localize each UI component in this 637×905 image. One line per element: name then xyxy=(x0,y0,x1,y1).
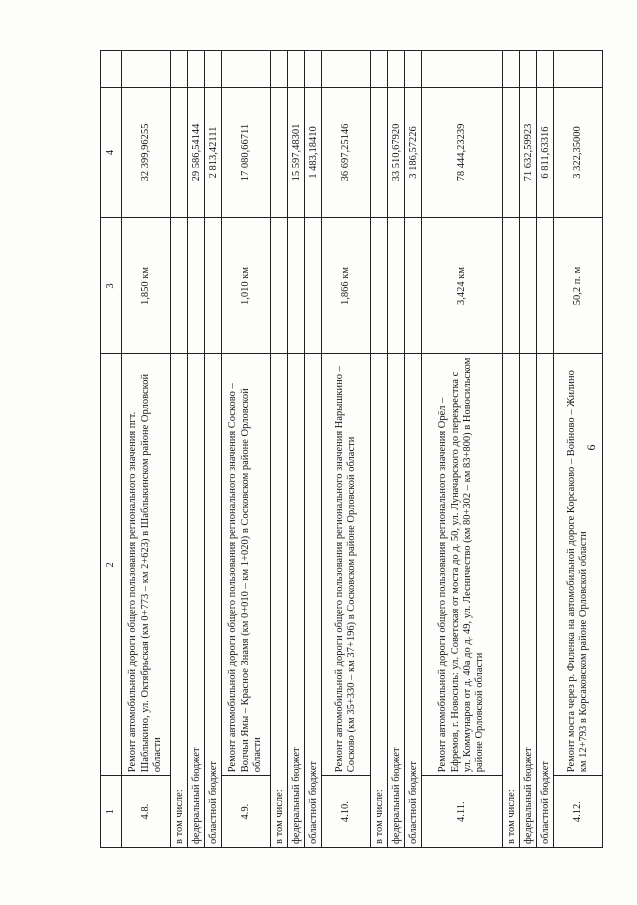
rotated-table-container xyxy=(100,50,589,848)
empty-cell xyxy=(520,218,537,354)
federal-amount: 29 586,54144 xyxy=(188,87,205,218)
empty-cell xyxy=(554,51,603,88)
row-amount: 17 080,66711 xyxy=(222,87,271,218)
header-row xyxy=(101,51,122,848)
header-cell-3: 3 xyxy=(101,218,122,354)
empty-cell xyxy=(271,51,288,88)
empty-cell xyxy=(503,218,520,354)
federal-label: федеральный бюджет xyxy=(388,354,405,848)
row-amount: 3 322,35000 xyxy=(554,87,603,218)
empty-cell xyxy=(188,218,205,354)
table-row xyxy=(222,51,271,848)
regional-label: областной бюджет xyxy=(537,354,554,848)
empty-cell xyxy=(520,51,537,88)
empty-cell xyxy=(205,51,222,88)
regional-label: областной бюджет xyxy=(405,354,422,848)
row-amount: 78 444,23239 xyxy=(422,87,503,218)
regional-row xyxy=(405,51,422,848)
budget-table xyxy=(100,50,603,848)
federal-amount: 71 632,59923 xyxy=(520,87,537,218)
row-number: 4.8. xyxy=(122,776,171,848)
row-amount: 36 697,25146 xyxy=(322,87,371,218)
subtitle-cell: в том числе: xyxy=(171,354,188,848)
empty-cell xyxy=(305,51,322,88)
empty-cell xyxy=(188,51,205,88)
empty-cell xyxy=(388,218,405,354)
federal-row xyxy=(520,51,537,848)
empty-cell xyxy=(405,218,422,354)
regional-row xyxy=(537,51,554,848)
federal-amount: 33 510,67920 xyxy=(388,87,405,218)
row-description: Ремонт моста через р. Филенка на автомобильной дороге Корсаково – Войново – Жилино км 12+793 в Корсаковском районе Орловской области xyxy=(554,354,603,776)
federal-label: федеральный бюджет xyxy=(520,354,537,848)
subtitle-row xyxy=(171,51,188,848)
regional-row xyxy=(305,51,322,848)
regional-row xyxy=(205,51,222,848)
row-description: Ремонт автомобильной дороги общего пользования регионального значения пгт. Шаблыкино, ул. Октябрьская (км 0+773 – км 2+623) в Шаблыкинском районе Орловской области xyxy=(122,354,171,776)
table-row xyxy=(554,51,603,848)
subtitle-row xyxy=(503,51,520,848)
empty-cell xyxy=(171,218,188,354)
federal-amount: 15 597,48301 xyxy=(288,87,305,218)
row-length: 1,850 км xyxy=(122,218,171,354)
regional-label: областной бюджет xyxy=(305,354,322,848)
empty-cell xyxy=(288,51,305,88)
regional-label: областной бюджет xyxy=(205,354,222,848)
row-length: 50,2 п. м xyxy=(554,218,603,354)
empty-cell xyxy=(101,51,122,88)
regional-amount: 1 483,18410 xyxy=(305,87,322,218)
row-number: 4.9. xyxy=(222,776,271,848)
empty-cell xyxy=(537,218,554,354)
federal-label: федеральный бюджет xyxy=(288,354,305,848)
row-description: Ремонт автомобильной дороги общего пользования регионального значения Сосково – Волчьи Ямы – Красное Знамя (км 0+010 – км 1+020) в Сосковском районе Орловской области xyxy=(222,354,271,776)
row-number: 4.12. xyxy=(554,776,603,848)
table-row xyxy=(322,51,371,848)
empty-cell xyxy=(271,218,288,354)
row-description: Ремонт автомобильной дороги общего пользования регионального значения Нарышкино – Сосково (км 35+330 – км 37+196) в Сосковском районе Орловской области xyxy=(322,354,371,776)
regional-amount: 6 811,63316 xyxy=(537,87,554,218)
federal-label: федеральный бюджет xyxy=(188,354,205,848)
federal-row xyxy=(388,51,405,848)
subtitle-cell: в том числе: xyxy=(371,354,388,848)
row-length: 1,866 км xyxy=(322,218,371,354)
empty-cell xyxy=(371,87,388,218)
empty-cell xyxy=(171,87,188,218)
page-number: 9 xyxy=(584,444,599,451)
empty-cell xyxy=(537,51,554,88)
row-number: 4.10. xyxy=(322,776,371,848)
federal-row xyxy=(288,51,305,848)
empty-cell xyxy=(503,87,520,218)
header-cell-4: 4 xyxy=(101,87,122,218)
table-row xyxy=(422,51,503,848)
row-amount: 32 399,96255 xyxy=(122,87,171,218)
header-cell-1: 1 xyxy=(101,776,122,848)
empty-cell xyxy=(422,51,503,88)
empty-cell xyxy=(322,51,371,88)
empty-cell xyxy=(388,51,405,88)
empty-cell xyxy=(503,51,520,88)
empty-cell xyxy=(305,218,322,354)
row-length: 1,010 км xyxy=(222,218,271,354)
subtitle-cell: в том числе: xyxy=(503,354,520,848)
row-number: 4.11. xyxy=(422,776,503,848)
empty-cell xyxy=(405,51,422,88)
row-description: Ремонт автомобильной дороги общего пользования регионального значения Орёл – Ефремов, г. Новосиль: ул. Советская от моста до д. 50, ул. Луначарского до перекрестка с ул. Коммунаров от д. 40а до д. 49, ул. Лесничество (км 80+302 – км 83+800) в Новосильском районе Орловской области xyxy=(422,354,503,776)
row-length: 3,424 км xyxy=(422,218,503,354)
empty-cell xyxy=(205,218,222,354)
empty-cell xyxy=(122,51,171,88)
empty-cell xyxy=(271,87,288,218)
subtitle-row xyxy=(271,51,288,848)
subtitle-row xyxy=(371,51,388,848)
federal-row xyxy=(188,51,205,848)
empty-cell xyxy=(222,51,271,88)
regional-amount: 2 813,42111 xyxy=(205,87,222,218)
table-row xyxy=(122,51,171,848)
subtitle-cell: в том числе: xyxy=(271,354,288,848)
empty-cell xyxy=(171,51,188,88)
empty-cell xyxy=(371,51,388,88)
empty-cell xyxy=(371,218,388,354)
empty-cell xyxy=(288,218,305,354)
regional-amount: 3 186,57226 xyxy=(405,87,422,218)
header-cell-2: 2 xyxy=(101,354,122,776)
